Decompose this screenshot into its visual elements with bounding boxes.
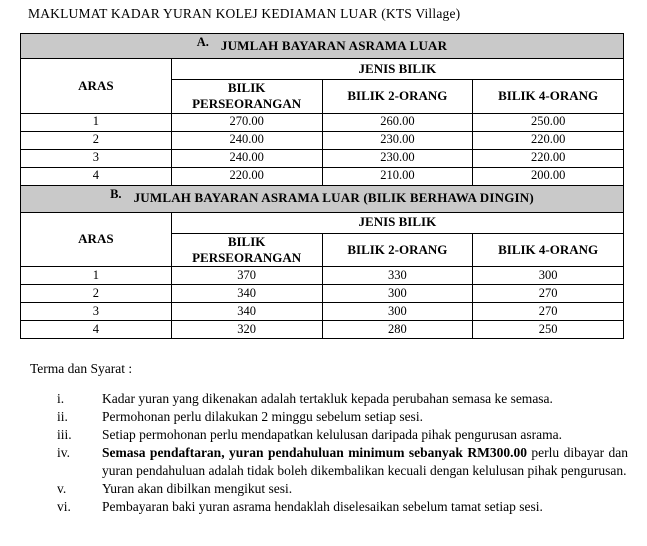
fee-cell: 330: [322, 267, 473, 285]
fee-cell: 210.00: [322, 167, 473, 185]
section-b-header-row: [21, 185, 624, 212]
term-numeral: ii.: [57, 409, 68, 424]
terms-section: [30, 361, 628, 516]
term-regular-text: perlu dibayar dan yuran pendahuluan adalah tidak boleh dikembalikan kecuali dengan kelulusan pihak pengurusan.: [102, 445, 628, 478]
fee-cell: 270: [473, 303, 624, 321]
term-numeral: iv.: [57, 445, 70, 460]
fee-table: [20, 33, 624, 339]
term-text: Pembayaran baki yuran asrama hendaklah diselesaikan sebelum tamat setiap sesi.: [102, 499, 543, 514]
fee-cell: 220.00: [171, 167, 322, 185]
fee-cell: 250: [473, 321, 624, 339]
jenis-bilik-header-cell-a: JENIS BILIK: [171, 59, 623, 80]
fee-cell: 300: [473, 267, 624, 285]
aras-cell-value: 1: [21, 113, 172, 131]
table-row: [21, 149, 624, 167]
fee-cell: 340: [171, 285, 322, 303]
table-row: [21, 113, 624, 131]
fee-cell: 230.00: [322, 149, 473, 167]
term-item-vi: [57, 498, 628, 516]
fee-cell: 240.00: [171, 131, 322, 149]
aras-cell-value: 2: [21, 131, 172, 149]
table-row: [21, 167, 624, 185]
fee-cell: 280: [322, 321, 473, 339]
room-type-header-a-2orang: BILIK 2-ORANG: [322, 80, 473, 114]
fee-cell: 240.00: [171, 149, 322, 167]
term-text: Permohonan perlu dilakukan 2 minggu sebelum setiap sesi.: [102, 409, 423, 424]
table-row: [21, 267, 624, 285]
aras-cell-value: 4: [21, 167, 172, 185]
section-b-header-cell: [21, 185, 624, 212]
term-text: Setiap permohonan perlu mendapatkan kelulusan daripada pihak pengurusan asrama.: [102, 427, 562, 442]
fee-cell: 260.00: [322, 113, 473, 131]
section-a-title: JUMLAH BAYARAN ASRAMA LUAR: [220, 37, 448, 53]
room-type-header-a-perseorangan: BILIK PERSEORANGAN: [171, 80, 322, 114]
jenis-bilik-header-row-a: [21, 59, 624, 80]
term-text: Kadar yuran yang dikenakan adalah tertakluk kepada perubahan semasa ke semasa.: [102, 391, 553, 406]
room-type-header-b-2orang: BILIK 2-ORANG: [322, 233, 473, 267]
jenis-bilik-header-row-b: [21, 212, 624, 233]
room-type-header-b-4orang: BILIK 4-ORANG: [473, 233, 624, 267]
fee-cell: 300: [322, 303, 473, 321]
fee-cell: 220.00: [473, 149, 624, 167]
aras-cell-value: 3: [21, 149, 172, 167]
term-text: [102, 444, 628, 480]
fee-cell: 340: [171, 303, 322, 321]
aras-cell-value: 1: [21, 267, 172, 285]
fee-cell: 200.00: [473, 167, 624, 185]
section-b-letter: B.: [110, 187, 122, 202]
terms-heading: Terma dan Syarat :: [30, 361, 133, 376]
table-row: [21, 321, 624, 339]
jenis-bilik-header-cell-b: JENIS BILIK: [171, 212, 623, 233]
fee-cell: 300: [322, 285, 473, 303]
aras-cell-value: 2: [21, 285, 172, 303]
fee-cell: 320: [171, 321, 322, 339]
term-item-iv: [57, 444, 628, 480]
term-item-iii: [57, 426, 628, 444]
aras-cell-value: 3: [21, 303, 172, 321]
aras-cell-value: 4: [21, 321, 172, 339]
section-a-header-cell: [21, 34, 624, 59]
term-text: Yuran akan dibilkan mengikut sesi.: [102, 481, 293, 496]
term-item-ii: [57, 408, 628, 426]
fee-cell: 250.00: [473, 113, 624, 131]
table-row: [21, 285, 624, 303]
room-type-header-b-perseorangan: BILIK PERSEORANGAN: [171, 233, 322, 267]
section-a-header-row: [21, 34, 624, 59]
fee-cell: 270.00: [171, 113, 322, 131]
aras-header-cell-b: ARAS: [21, 212, 172, 267]
fee-cell: 370: [171, 267, 322, 285]
room-type-header-a-4orang: BILIK 4-ORANG: [473, 80, 624, 114]
fee-cell: 270: [473, 285, 624, 303]
term-numeral: vi.: [57, 499, 71, 514]
section-a-letter: A.: [196, 34, 209, 49]
term-item-v: [57, 480, 628, 498]
table-row: [21, 131, 624, 149]
term-numeral: v.: [57, 481, 67, 496]
section-b-title: JUMLAH BAYARAN ASRAMA LUAR (BILIK BERHAWA DINGIN): [133, 190, 534, 206]
page-title: MAKLUMAT KADAR YURAN KOLEJ KEDIAMAN LUAR (KTS Village): [28, 6, 461, 21]
fee-cell: 230.00: [322, 131, 473, 149]
table-row: [21, 303, 624, 321]
term-numeral: i.: [57, 391, 65, 406]
term-item-i: [57, 390, 628, 408]
fee-cell: 220.00: [473, 131, 624, 149]
term-bold-text: Semasa pendaftaran, yuran pendahuluan minimum sebanyak RM300.00: [102, 445, 527, 460]
aras-header-cell-a: ARAS: [21, 59, 172, 114]
term-numeral: iii.: [57, 427, 72, 442]
